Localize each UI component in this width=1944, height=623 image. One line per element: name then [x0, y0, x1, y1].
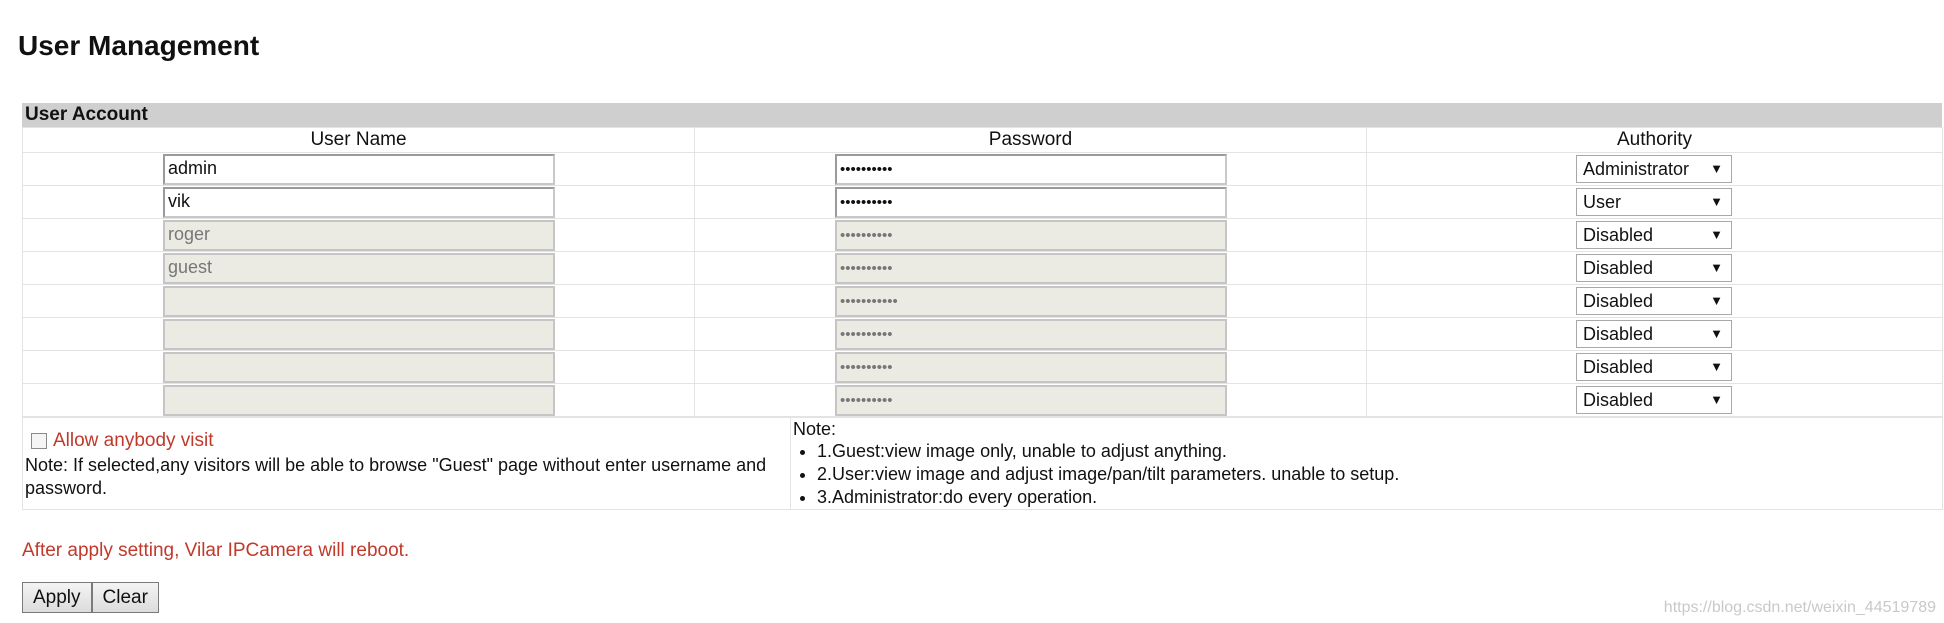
password-cell: [695, 318, 1367, 351]
dropdown-arrow-icon: ▼: [1710, 194, 1723, 209]
user-name-input[interactable]: [163, 385, 555, 416]
authority-notes-cell: [791, 418, 1943, 510]
table-header-row: [23, 128, 1943, 153]
table-row: [23, 186, 1943, 219]
dropdown-arrow-icon: ▼: [1710, 260, 1723, 275]
password-input[interactable]: •••••••••••: [835, 286, 1227, 317]
authority-cell: [1367, 219, 1943, 252]
authority-select-value: Disabled: [1583, 225, 1654, 245]
note-item-administrator: • 3.Administrator:do every operation.: [817, 486, 1942, 509]
authority-select-value: Disabled: [1583, 258, 1654, 278]
password-input[interactable]: ••••••••••: [835, 352, 1227, 383]
authority-select[interactable]: [1576, 188, 1732, 216]
authority-select-value: Disabled: [1583, 291, 1654, 311]
authority-select[interactable]: [1576, 353, 1732, 381]
allow-visit-row: [23, 430, 790, 452]
user-name-input[interactable]: vik: [163, 187, 555, 218]
column-header-authority: Authority: [1367, 128, 1943, 153]
allow-visit-cell: [23, 418, 791, 510]
user-name-cell: [23, 186, 695, 219]
authority-cell: [1367, 252, 1943, 285]
dropdown-arrow-icon: ▼: [1710, 161, 1723, 176]
user-name-input[interactable]: admin: [163, 154, 555, 185]
password-input[interactable]: ••••••••••: [835, 253, 1227, 284]
table-row: [23, 252, 1943, 285]
user-name-input[interactable]: [163, 319, 555, 350]
action-buttons: [22, 582, 159, 613]
note-item-guest: • 1.Guest:view image only, unable to adjust anything.: [817, 440, 1942, 463]
reboot-warning: After apply setting, Vilar IPCamera will reboot.: [22, 540, 410, 561]
authority-cell: [1367, 186, 1943, 219]
section-header: User Account: [22, 103, 1942, 127]
password-cell: [695, 384, 1367, 417]
user-name-cell: [23, 351, 695, 384]
allow-visit-label: Allow anybody visit: [53, 430, 214, 451]
authority-select[interactable]: [1576, 155, 1732, 183]
password-input[interactable]: ••••••••••: [835, 154, 1227, 185]
table-row: [23, 219, 1943, 252]
password-cell: [695, 285, 1367, 318]
password-cell: [695, 153, 1367, 186]
user-name-input[interactable]: roger: [163, 220, 555, 251]
page-title: User Management: [18, 30, 260, 61]
dropdown-arrow-icon: ▼: [1710, 326, 1723, 341]
password-input[interactable]: ••••••••••: [835, 187, 1227, 218]
user-name-input[interactable]: [163, 352, 555, 383]
table-row: [23, 351, 1943, 384]
password-cell: [695, 252, 1367, 285]
column-header-user-name: User Name: [23, 128, 695, 153]
user-name-cell: [23, 285, 695, 318]
authority-select[interactable]: [1576, 254, 1732, 282]
allow-visit-note: Note: If selected,any visitors will be able to browse "Guest" page without enter username and password.: [25, 455, 767, 498]
table-row: [23, 318, 1943, 351]
authority-select[interactable]: [1576, 386, 1732, 414]
authority-select-value: User: [1583, 192, 1622, 212]
password-input[interactable]: ••••••••••: [835, 220, 1227, 251]
dropdown-arrow-icon: ▼: [1710, 227, 1723, 242]
authority-cell: [1367, 318, 1943, 351]
authority-select-value: Administrator: [1583, 159, 1690, 179]
authority-select-value: Disabled: [1583, 324, 1654, 344]
user-name-cell: [23, 384, 695, 417]
dropdown-arrow-icon: ▼: [1710, 359, 1723, 374]
password-cell: [695, 351, 1367, 384]
user-name-input[interactable]: guest: [163, 253, 555, 284]
password-cell: [695, 186, 1367, 219]
watermark-text: https://blog.csdn.net/weixin_44519789: [1663, 599, 1936, 616]
apply-button[interactable]: Apply: [22, 582, 92, 613]
authority-select[interactable]: [1576, 287, 1732, 315]
notes-table: [22, 417, 1943, 510]
user-name-cell: [23, 153, 695, 186]
table-row: [23, 153, 1943, 186]
authority-select[interactable]: [1576, 320, 1732, 348]
authority-select[interactable]: [1576, 221, 1732, 249]
password-cell: [695, 219, 1367, 252]
authority-select-value: Disabled: [1583, 357, 1654, 377]
notes-list: [791, 440, 1942, 509]
table-row: [23, 285, 1943, 318]
user-table: [22, 127, 1943, 417]
table-row: [23, 384, 1943, 417]
user-name-cell: [23, 219, 695, 252]
clear-button[interactable]: Clear: [92, 582, 159, 613]
authority-cell: [1367, 351, 1943, 384]
dropdown-arrow-icon: ▼: [1710, 293, 1723, 308]
authority-cell: [1367, 384, 1943, 417]
user-name-cell: [23, 318, 695, 351]
notes-heading: Note:: [793, 419, 837, 439]
user-name-cell: [23, 252, 695, 285]
column-header-password: Password: [695, 128, 1367, 153]
password-input[interactable]: ••••••••••: [835, 319, 1227, 350]
password-input[interactable]: ••••••••••: [835, 385, 1227, 416]
authority-cell: [1367, 153, 1943, 186]
authority-select-value: Disabled: [1583, 390, 1654, 410]
allow-visit-checkbox[interactable]: [31, 433, 47, 449]
user-account-panel: [22, 103, 1942, 510]
user-name-input[interactable]: [163, 286, 555, 317]
dropdown-arrow-icon: ▼: [1710, 392, 1723, 407]
authority-cell: [1367, 285, 1943, 318]
note-item-user: • 2.User:view image and adjust image/pan/tilt parameters. unable to setup.: [817, 463, 1942, 486]
